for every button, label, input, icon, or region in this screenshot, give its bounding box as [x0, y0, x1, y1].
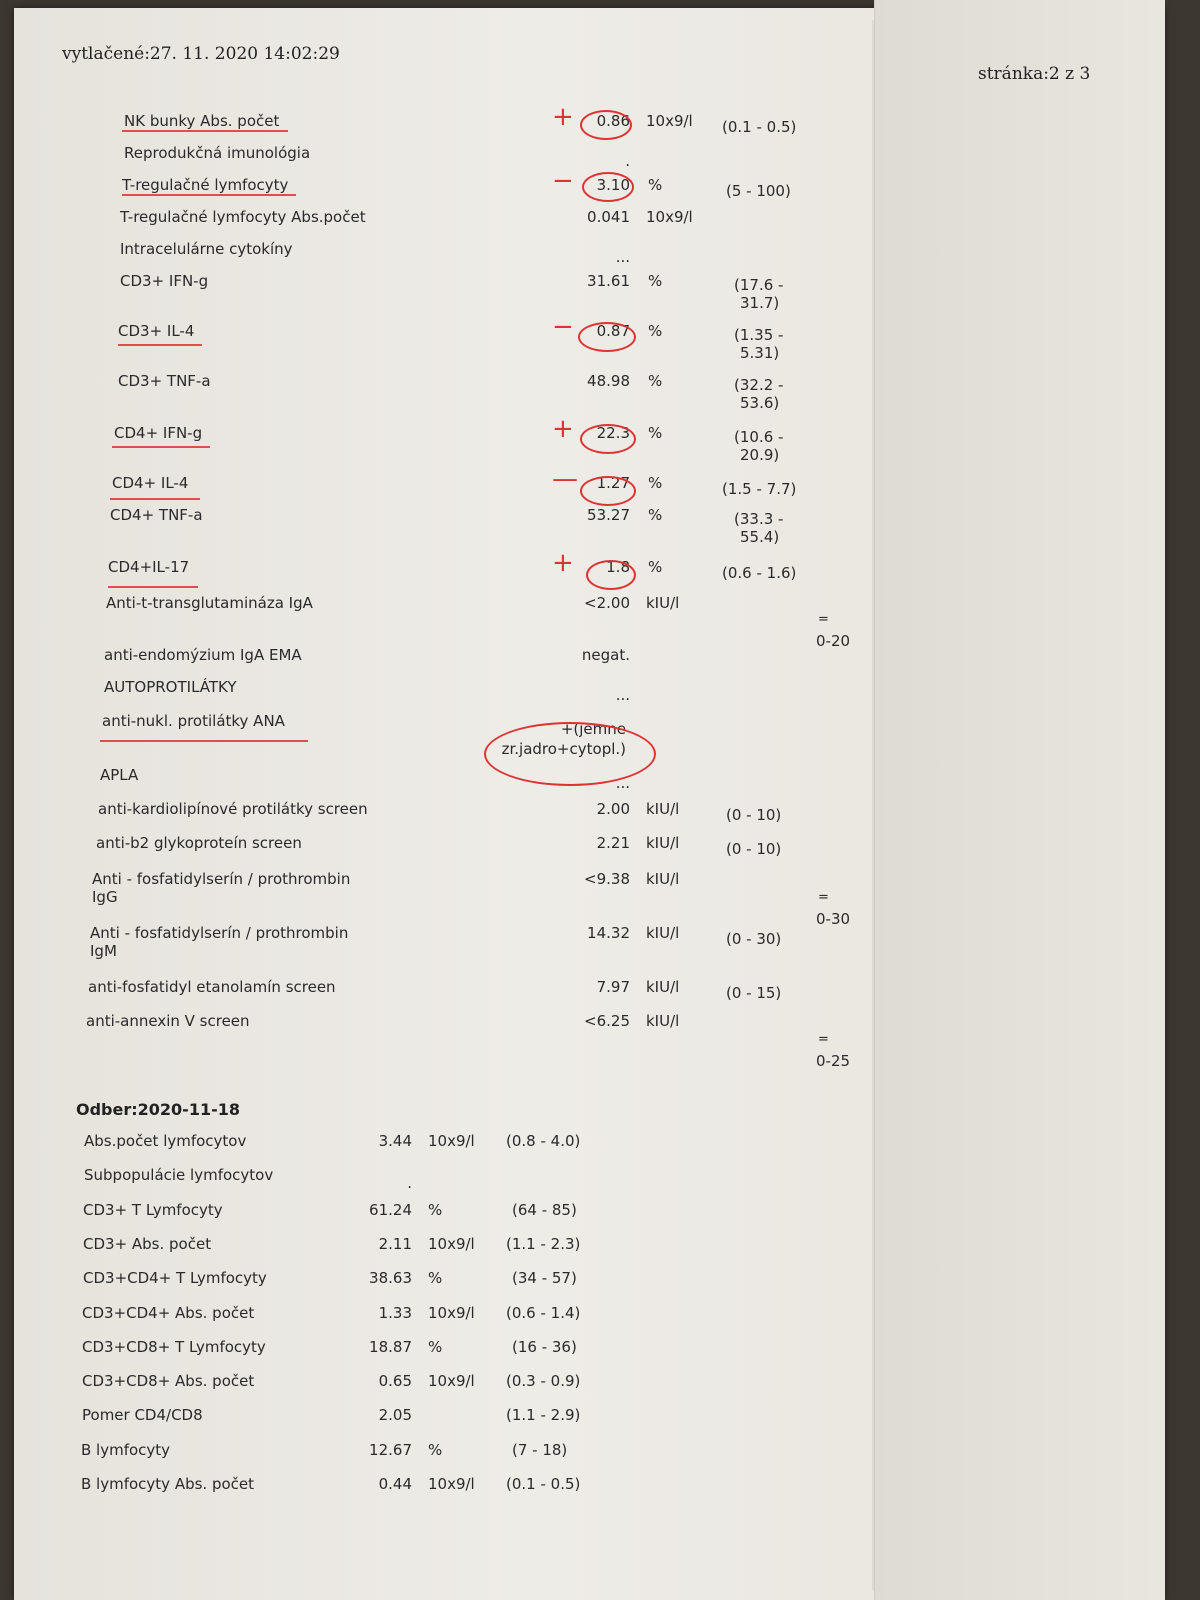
result-row [0, 1012, 880, 1040]
reference-range-cont: 31.7) [740, 294, 780, 312]
result-value: +(jemne [560, 720, 626, 738]
reference-range: (0 - 10) [726, 806, 782, 824]
side-ref: = [818, 612, 829, 627]
result-row [0, 712, 880, 758]
reference-range: (0.8 - 4.0) [506, 1132, 581, 1150]
result-value: 2.00 [596, 800, 630, 818]
reference-range: (0.3 - 0.9) [506, 1372, 581, 1391]
reference-range: (17.6 - [734, 276, 784, 294]
unit: % [648, 424, 663, 442]
result-value: 12.67 [369, 1440, 412, 1459]
result-row [0, 870, 880, 906]
test-name: Abs.počet lymfocytov [84, 1132, 247, 1150]
result-row [0, 834, 880, 862]
result-value: 7.97 [596, 978, 630, 996]
test-name: CD3+ T Lymfocyty [83, 1200, 223, 1219]
test-name: T-regulačné lymfocyty Abs.počet [120, 208, 366, 226]
unit: 10x9/l [646, 208, 693, 226]
unit: % [648, 176, 663, 194]
test-name: Anti - fosfatidylserín / prothrombin [92, 870, 351, 888]
test-name: anti-fosfatidyl etanolamín screen [88, 978, 336, 996]
red-underline [112, 446, 210, 448]
page-number: stránka:2 z 3 [978, 64, 1091, 84]
result-row [0, 1475, 700, 1503]
unit: 10x9/l [428, 1303, 475, 1322]
result-row [0, 1235, 700, 1263]
unit: % [428, 1269, 443, 1288]
reference-range: (1.1 - 2.9) [506, 1406, 581, 1425]
handwritten-mark: − [552, 312, 574, 342]
reference-range: (0.6 - 1.4) [506, 1303, 581, 1322]
test-name: Intracelulárne cytokíny [120, 240, 293, 258]
unit: kIU/l [646, 870, 680, 888]
test-name-cont: IgG [92, 888, 118, 906]
result-row [0, 1132, 700, 1160]
unit: % [428, 1440, 443, 1459]
test-name: CD3+CD8+ Abs. počet [82, 1372, 255, 1391]
unit: 10x9/l [428, 1372, 475, 1391]
unit: kIU/l [646, 594, 680, 612]
test-name-cont: IgM [90, 942, 117, 960]
red-circle [586, 560, 636, 590]
result-value: 2.05 [378, 1406, 412, 1425]
test-name: Anti-t-transglutamináza IgA [106, 594, 313, 612]
side-ref: = [818, 1032, 829, 1047]
reference-range: (0.1 - 0.5) [506, 1475, 581, 1493]
reference-range: (0.6 - 1.6) [722, 564, 797, 582]
unit: 10x9/l [428, 1132, 475, 1150]
red-circle [580, 476, 636, 506]
test-name: T-regulačné lymfocyty [122, 176, 289, 194]
result-value: 0.44 [378, 1475, 412, 1493]
test-name: Subpopulácie lymfocytov [84, 1166, 274, 1185]
result-value: 2.11 [378, 1234, 412, 1253]
result-row [0, 978, 880, 1006]
test-name: CD4+ IFN-g [114, 424, 203, 442]
result-row [0, 506, 880, 546]
result-row [0, 548, 880, 586]
reference-range: (7 - 18) [512, 1440, 568, 1459]
result-row [0, 1441, 700, 1469]
red-underline [100, 740, 308, 742]
result-value: 1.8 [606, 558, 630, 576]
handwritten-mark: + [552, 414, 574, 444]
result-row [0, 1166, 700, 1194]
test-name: CD3+ Abs. počet [83, 1234, 212, 1253]
test-name: NK bunky Abs. počet [124, 112, 280, 130]
test-name: APLA [100, 766, 139, 784]
red-underline [110, 498, 200, 500]
result-row [0, 678, 880, 706]
result-value: 0.86 [596, 112, 630, 130]
result-row [0, 102, 880, 140]
result-value: 48.98 [587, 372, 630, 390]
test-name: CD4+ TNF-a [110, 506, 203, 524]
reference-range: (0.1 - 0.5) [722, 118, 797, 136]
red-underline [122, 130, 288, 132]
test-name: Pomer CD4/CD8 [82, 1406, 203, 1425]
test-name: CD3+CD4+ T Lymfocyty [83, 1269, 267, 1288]
reference-range-cont: 53.6) [740, 394, 780, 412]
next-sheet [874, 0, 1165, 1600]
result-value: <6.25 [584, 1012, 630, 1030]
test-name: anti-nukl. protilátky ANA [102, 712, 285, 730]
result-row [0, 208, 880, 236]
unit: 10x9/l [428, 1475, 475, 1493]
result-value: 3.10 [596, 176, 630, 194]
result-value: 38.63 [369, 1269, 412, 1288]
odber-heading: Odber:2020-11-18 [76, 1100, 240, 1119]
reference-range: (1.5 - 7.7) [722, 480, 797, 498]
red-circle [484, 722, 656, 786]
result-row [0, 1338, 700, 1366]
handwritten-mark: + [552, 548, 574, 578]
result-value: 18.87 [369, 1337, 412, 1356]
unit: % [428, 1200, 443, 1219]
result-row [0, 1372, 700, 1400]
unit: % [648, 474, 663, 492]
reference-range-cont: 5.31) [740, 344, 780, 362]
result-value: 14.32 [587, 924, 630, 942]
result-row [0, 1269, 700, 1297]
result-row [0, 144, 880, 172]
result-row [0, 272, 880, 312]
test-name: CD3+ TNF-a [118, 372, 211, 390]
result-value: negat. [581, 646, 630, 664]
unit: kIU/l [646, 1012, 680, 1030]
reference-range-cont: 20.9) [740, 446, 780, 464]
test-name: anti-b2 glykoproteín screen [96, 834, 302, 852]
unit: 10x9/l [646, 112, 693, 130]
test-name: anti-annexin V screen [86, 1012, 250, 1030]
test-name: Reprodukčná imunológia [124, 144, 311, 162]
unit: 10x9/l [428, 1234, 475, 1253]
unit: kIU/l [646, 924, 680, 942]
result-value: 3.44 [378, 1132, 412, 1150]
test-name: anti-endomýzium IgA EMA [104, 646, 302, 664]
red-underline [108, 586, 198, 588]
result-value: <2.00 [584, 594, 630, 612]
unit: % [428, 1337, 443, 1356]
unit: kIU/l [646, 800, 680, 818]
unit: kIU/l [646, 978, 680, 996]
red-circle [578, 322, 636, 352]
result-value: 53.27 [587, 506, 630, 524]
side-ref: 0-30 [816, 910, 851, 928]
unit: % [648, 272, 663, 290]
result-value: 0.65 [378, 1372, 412, 1391]
result-row [0, 1201, 700, 1229]
result-row [0, 800, 880, 828]
reference-range: (16 - 36) [512, 1337, 577, 1356]
result-value: ... [615, 248, 630, 266]
result-value-cont: zr.jadro+cytopl.) [501, 740, 626, 758]
test-name: AUTOPROTILÁTKY [104, 678, 237, 696]
result-value: ... [615, 774, 630, 792]
result-row [0, 240, 880, 268]
result-value: 1.27 [596, 474, 630, 492]
result-value: . [407, 1174, 412, 1193]
result-value: 0.041 [587, 208, 630, 226]
unit: % [648, 322, 663, 340]
result-value: 2.21 [596, 834, 630, 852]
test-name: CD4+ IL-4 [112, 474, 189, 492]
result-row [0, 1406, 700, 1434]
red-underline [122, 194, 296, 196]
result-row [0, 1304, 700, 1332]
test-name: CD3+CD4+ Abs. počet [82, 1303, 255, 1322]
reference-range: (33.3 - [734, 510, 784, 528]
result-row [0, 924, 880, 960]
reference-range: (0 - 10) [726, 840, 782, 858]
red-circle [582, 172, 634, 202]
result-row [0, 766, 880, 794]
test-name: CD3+CD8+ T Lymfocyty [82, 1337, 266, 1356]
test-name: B lymfocyty Abs. počet [81, 1475, 255, 1493]
result-row [0, 646, 880, 674]
reference-range: (1.35 - [734, 326, 784, 344]
unit: % [648, 372, 663, 390]
test-name: B lymfocyty [81, 1440, 171, 1459]
handwritten-mark: — [552, 464, 578, 494]
result-value: . [625, 152, 630, 170]
result-value: 61.24 [369, 1200, 412, 1219]
test-name: CD3+ IFN-g [120, 272, 209, 290]
reference-range: (0 - 30) [726, 930, 782, 948]
result-value: 31.61 [587, 272, 630, 290]
result-row [0, 166, 880, 204]
result-row [0, 594, 880, 622]
result-row [0, 372, 880, 412]
result-value: 0.87 [596, 322, 630, 340]
test-name: Anti - fosfatidylserín / prothrombin [90, 924, 349, 942]
result-value: <9.38 [584, 870, 630, 888]
unit: kIU/l [646, 834, 680, 852]
unit: % [648, 506, 663, 524]
result-value: ... [615, 686, 630, 704]
test-name: anti-kardiolipínové protilátky screen [98, 800, 368, 818]
side-ref: = [818, 890, 829, 905]
reference-range: (1.1 - 2.3) [506, 1234, 581, 1253]
red-circle [580, 424, 636, 454]
reference-range: (5 - 100) [726, 182, 791, 200]
reference-range: (32.2 - [734, 376, 784, 394]
result-value: 1.33 [378, 1303, 412, 1322]
handwritten-mark: − [552, 166, 574, 196]
test-name: CD4+IL-17 [108, 558, 190, 576]
reference-range: (64 - 85) [512, 1200, 577, 1219]
test-name: CD3+ IL-4 [118, 322, 195, 340]
reference-range-cont: 55.4) [740, 528, 780, 546]
red-circle [580, 110, 632, 140]
result-value: 22.3 [596, 424, 630, 442]
reference-range: (10.6 - [734, 428, 784, 446]
print-timestamp: vytlačené:27. 11. 2020 14:02:29 [62, 44, 340, 64]
reference-range: (34 - 57) [512, 1269, 577, 1288]
side-ref: 0-25 [816, 1052, 851, 1070]
handwritten-mark: + [552, 102, 574, 132]
side-ref: 0-20 [816, 632, 851, 650]
red-underline [118, 344, 202, 346]
reference-range: (0 - 15) [726, 984, 782, 1002]
unit: % [648, 558, 663, 576]
